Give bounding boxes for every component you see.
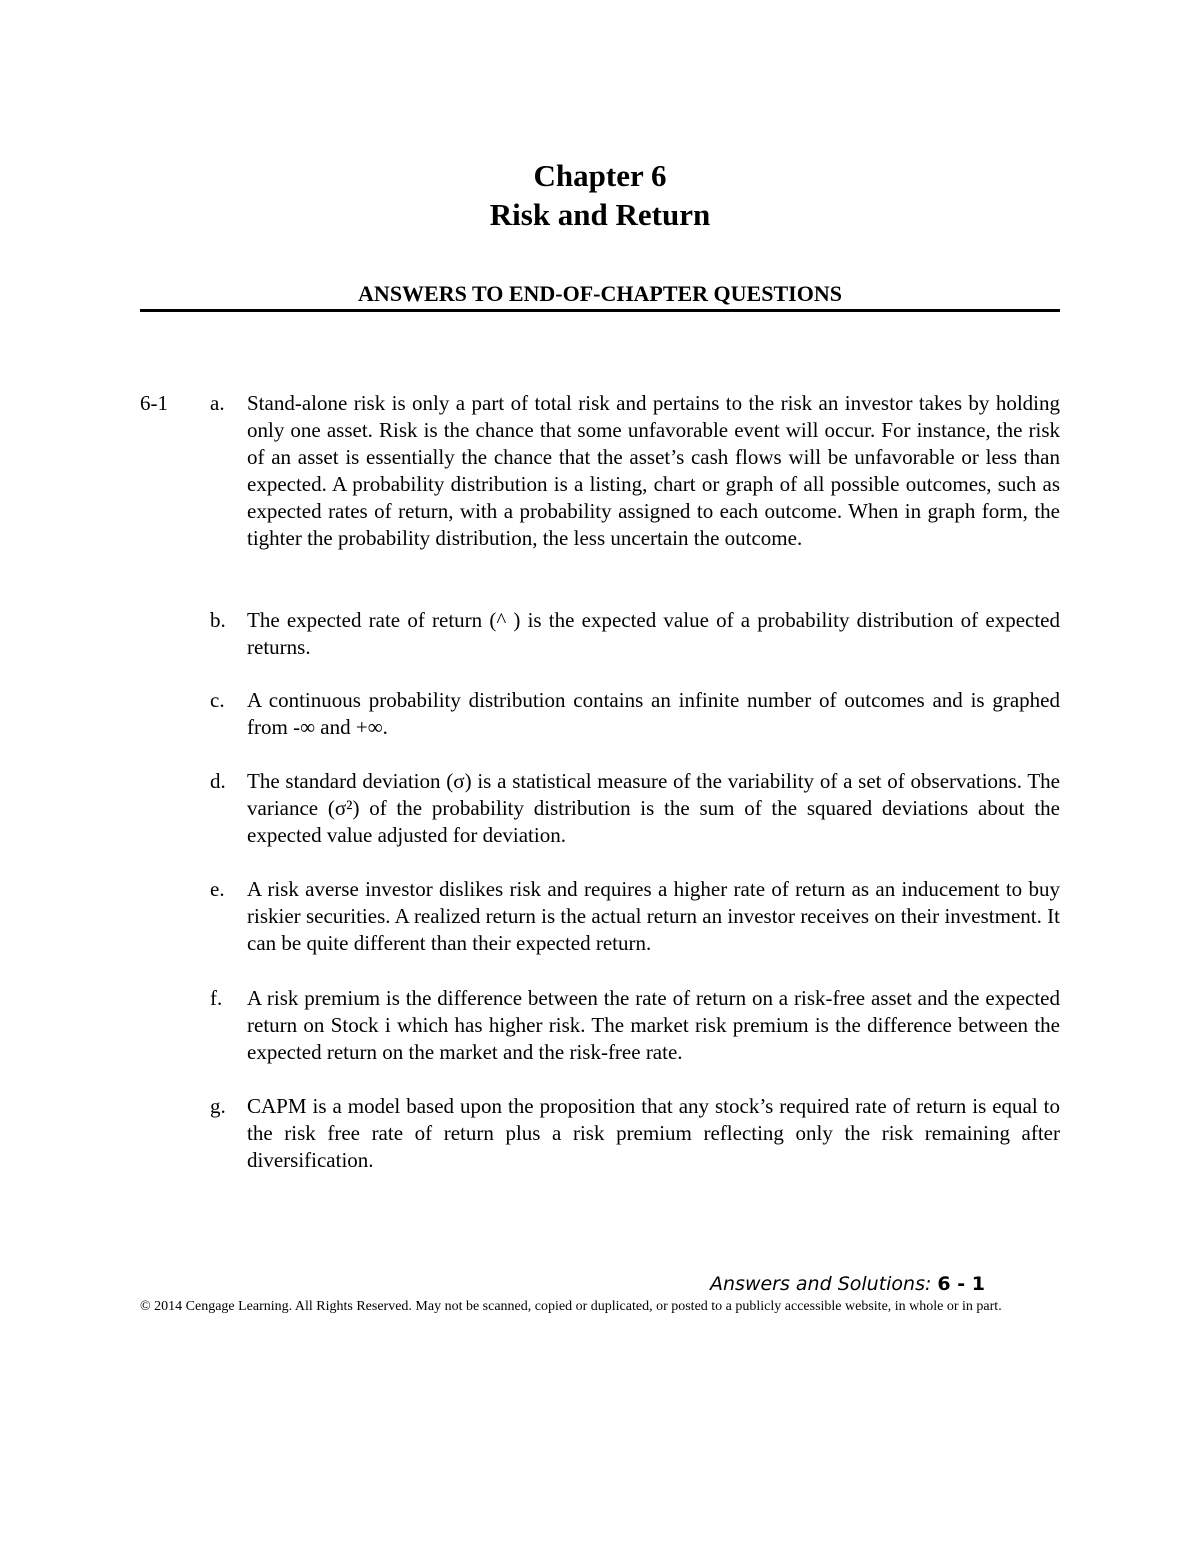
answer-letter: f. <box>210 986 223 1010</box>
copyright-notice: © 2014 Cengage Learning. All Rights Reserved. May not be scanned, copied or duplicated, or posted to a publicly accessible website, in whole or in part. <box>140 1299 1002 1314</box>
page-footer <box>710 1270 985 1297</box>
chapter-number: Chapter 6 <box>533 158 667 193</box>
answer-text: A continuous probability distribution contains an infinite number of outcomes and is graphed from -∞ and +∞. <box>247 688 1060 739</box>
answer-text: A risk premium is the difference between the rate of return on a risk-free asset and the expected return on Stock i which has higher risk. The market risk premium is the difference between the expected return on the market and the risk-free rate. <box>247 986 1060 1064</box>
heading-underline <box>140 309 1060 312</box>
question-number: 6-1 <box>140 391 168 415</box>
footer-label: Answers and Solutions: <box>710 1273 932 1295</box>
answer-letter: d. <box>210 769 226 793</box>
answer-text: CAPM is a model based upon the proposition that any stock’s required rate of return is equal to the risk free rate of return plus a risk premium reflecting only the risk remaining after diversification. <box>247 1094 1060 1172</box>
answer-text: The expected rate of return (^ ) is the expected value of a probability distribution of expected returns. <box>247 608 1060 659</box>
section-heading: ANSWERS TO END-OF-CHAPTER QUESTIONS <box>358 281 842 306</box>
answer-letter: c. <box>210 688 225 712</box>
chapter-title: Risk and Return <box>489 197 711 232</box>
answer-text: The standard deviation (σ) is a statistical measure of the variability of a set of observations. The variance (σ²) of the probability distribution is the sum of the squared deviations about the expected value adjusted for deviation. <box>247 769 1060 847</box>
answer-letter: e. <box>210 877 225 901</box>
answer-text: Stand-alone risk is only a part of total risk and pertains to the risk an investor takes by holding only one asset. Risk is the chance that some unfavorable event will occur. For instance, the risk of an asset is essentially the chance that the asset’s cash flows will be unfavorable or less than expected. A probability distribution is a listing, chart or graph of all possible outcomes, such as expected rates of return, with a probability assigned to each outcome. When in graph form, the tighter the probability distribution, the less uncertain the outcome. <box>247 391 1060 550</box>
answer-letter: b. <box>210 608 226 632</box>
answer-text: A risk averse investor dislikes risk and requires a higher rate of return as an inducement to buy riskier securities. A realized return is the actual return an investor receives on their investment. It can be quite different than their expected return. <box>247 877 1060 955</box>
page-number: 6 - 1 <box>937 1273 985 1295</box>
answer-letter: g. <box>210 1094 226 1118</box>
answer-letter: a. <box>210 391 225 415</box>
